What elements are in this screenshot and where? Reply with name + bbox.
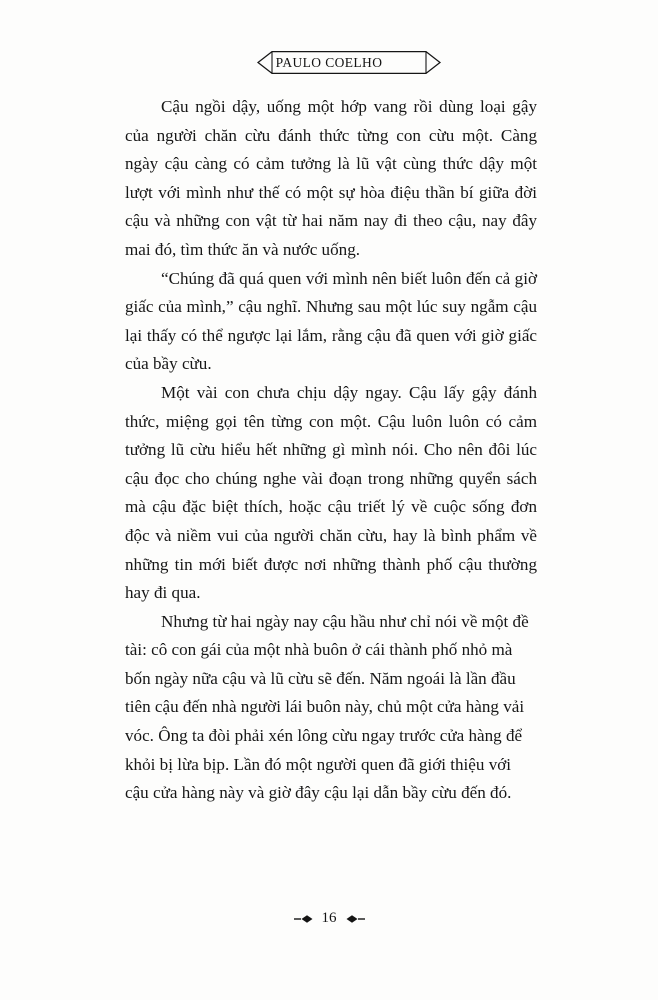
page-title: PAULO COELHO [275,54,383,70]
diamond-ornament-icon [345,914,365,924]
body-text [125,93,537,808]
page-footer [0,911,658,926]
paragraph: Một vài con chưa chịu dậy ngay. Cậu lấy gậy đánh thức, miệng gọi tên từng con một. Cậu luôn luôn có cảm tưởng lũ cừu hiểu hết những gì mình nói. Cho nên đôi lúc cậu đọc cho chúng nghe vài đoạn trong những quyển sách mà cậu đặc biệt thích, hoặc cậu triết lý về cuộc sống đơn độc và niềm vui của người chăn cừu, hay là bình phẩm về những tin mới biết được nơi những thành phố cậu thường hay đi qua. [125,382,537,603]
paragraph: Nhưng từ hai ngày nay cậu hầu như chỉ nói về một đề tài: cô con gái của một nhà buôn ở cái thành phố nhỏ mà bốn ngày nữa cậu và lũ cừu sẽ đến. Năm ngoái là lần đầu tiên cậu đến nhà người lái buôn này, chủ một cửa hàng vải vóc. Ông ta đòi phải xén lông cừu ngay trước cửa hàng để khỏi bị lừa bịp. Lần đó một người quen đã giới thiệu với cậu cửa hàng này và giờ đây cậu lại dẫn bầy cừu đến đó. [125,611,529,803]
diamond-ornament-icon [294,914,314,924]
header-frame [256,50,403,75]
running-header [0,50,658,75]
page-number: 16 [321,910,337,926]
paragraph: “Chúng đã quá quen với mình nên biết luôn đến cả giờ giấc của mình,” cậu nghĩ. Nhưng sau một lúc suy ngẫm cậu lại thấy có thể ngược lại lắm, rằng cậu đã quen với giờ giấc của bầy cừu. [125,268,537,374]
paragraph: Cậu ngồi dậy, uống một hớp vang rồi dùng loại gậy của người chăn cừu đánh thức từng con cừu một. Càng ngày cậu càng có cảm tưởng là lũ vật cùng thức dậy một lượt với mình như thế có một sự hòa điệu thần bí giữa đời cậu và những con vật từ hai năm nay đi theo cậu, nay đây mai đó, tìm thức ăn và nước uống. [125,97,537,259]
folio-group [294,911,365,926]
